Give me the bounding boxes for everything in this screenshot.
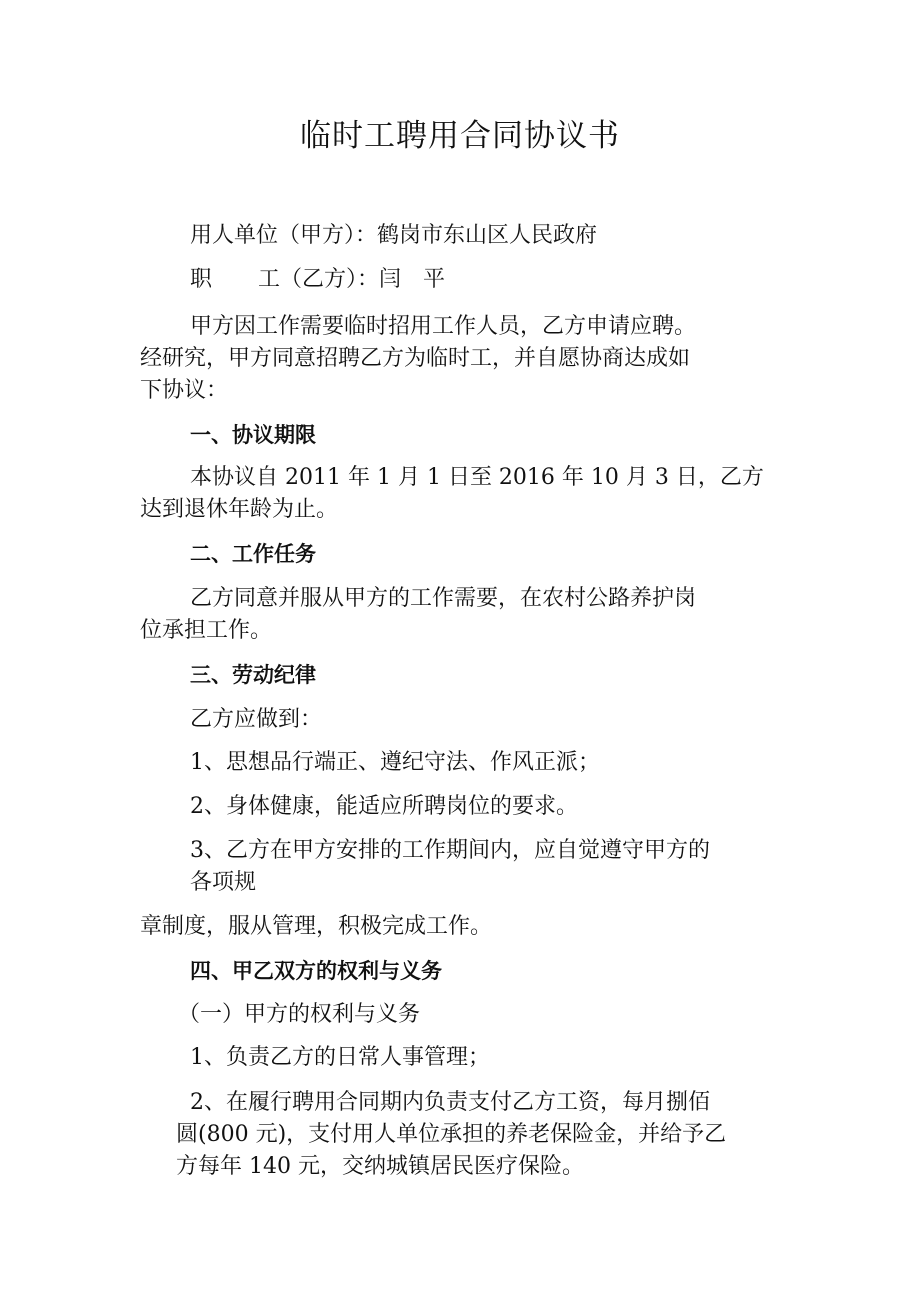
section4-line-4: 圆(800 元)，支付用人单位承担的养老保险金，并给予乙 <box>176 1122 727 1147</box>
employee-name-part-2: 平 <box>423 267 446 292</box>
employee-name-part-1: 闫 <box>379 267 402 292</box>
section4-line-5: 方每年 140 元，交纳城镇居民医疗保险。 <box>176 1154 584 1179</box>
section3-line-6: 章制度，服从管理，积极完成工作。 <box>140 914 493 939</box>
section2-line-1: 乙方同意并服从甲方的工作需要，在农村公路养护岗 <box>190 586 697 611</box>
section1-line-1: 本协议自 2011 年 1 月 1 日至 2016 年 10 月 3 日，乙方 <box>190 465 764 490</box>
section-heading-discipline: 三、劳动纪律 <box>190 663 316 687</box>
intro-line-3: 下协议： <box>140 378 229 403</box>
section4-line-3: 2、在履行聘用合同期内负责支付乙方工资，每月捌佰 <box>190 1090 710 1115</box>
section2-line-2: 位承担工作。 <box>140 618 273 643</box>
section4-line-2: 1、负责乙方的日常人事管理； <box>190 1045 490 1070</box>
section-heading-tasks: 二、工作任务 <box>190 542 316 566</box>
section3-line-5: 各项规 <box>190 870 257 895</box>
section3-line-2: 1、思想品行端正、遵纪守法、作风正派； <box>190 750 600 775</box>
section3-line-4: 3、乙方在甲方安排的工作期间内，应自觉遵守甲方的 <box>190 838 710 863</box>
section-heading-term: 一、协议期限 <box>190 423 316 447</box>
intro-line-2: 经研究，甲方同意招聘乙方为临时工，并自愿协商达成如 <box>140 346 691 371</box>
employer-value: 鹤岗市东山区人民政府 <box>377 223 598 248</box>
employee-label-part-1: 职 <box>190 267 213 292</box>
section4-line-1: （一）甲方的权利与义务 <box>178 1002 421 1027</box>
document-title: 临时工聘用合同协议书 <box>300 118 620 154</box>
intro-line-1: 甲方因工作需要临时招用工作人员，乙方申请应聘。 <box>190 314 697 339</box>
section-heading-rights: 四、甲乙双方的权利与义务 <box>190 959 442 983</box>
employee-label-part-2: 工（乙方）： <box>258 267 380 292</box>
employee-line <box>190 263 445 297</box>
employer-line <box>190 219 597 253</box>
employer-label: 用人单位（甲方）： <box>190 223 378 248</box>
section1-line-2: 达到退休年龄为止。 <box>140 497 339 522</box>
section3-line-1: 乙方应做到： <box>190 707 323 732</box>
section3-line-3: 2、身体健康，能适应所聘岗位的要求。 <box>190 794 578 819</box>
